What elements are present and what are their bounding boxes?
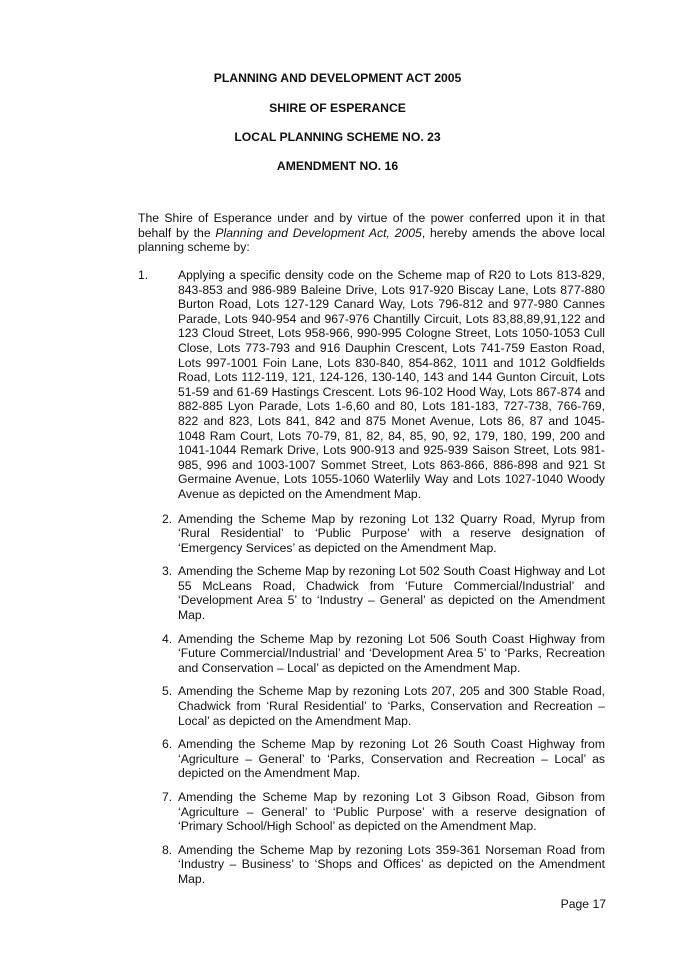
intro-text: The Shire of Esperance under and by virtue of the power conferred upon it in that behalf by the (138, 211, 605, 240)
item-number: 3. (162, 564, 173, 579)
scheme-title: LOCAL PLANNING SCHEME NO. 23 (234, 130, 441, 144)
item-text: Applying a specific density code on the Scheme map of R20 to Lots 813-829, 843-853 and 986-989 Baleine Drive, Lots 917-920 Biscay Lane, Lots 877-880 Burton Road, Lots 127-129 Canard Way, Lots 796-812 and 977-980 Cannes Parade, Lots 940-954 and 967-976 Chantilly Circuit, Lots 83,88,89,91,122 and 123 Cloud Street, Lots 958-966, 990-995 Cologne Street, Lots 1050-1053 Cull Close, Lots 773-793 and 916 Dauphin Crescent, Lots 741-759 Easton Road, Lots 997-1001 Foin Lane, Lots 830-840, 854-862, 1011 and 1012 Goldfields Road, Lots 112-119, 121, 124-126, 130-140, 143 and 144 Gunton Circuit, Lots 51-59 and 61-69 Hastings Crescent. Lots 96-102 Hood Way, Lots 867-874 and 882-885 Lyon Parade, Lots 1-6,60 and 80, Lots 181-183, 727-738, 766-769, 822 and 823, Lots 841, 842 and 875 Monet Avenue, Lots 86, 87 and 1045-1048 Ram Court, Lots 70-79, 81, 82, 84, 85, 90, 92, 179, 180, 199, 200 and 1041-1044 Remark Drive, Lots 900-913 and 925-939 Saison Street, Lots 981-985, 996 and 1003-1007 Sommet Street, Lots 863-866, 886-898 and 921 St Germaine Avenue, Lots 1055-1060 Waterlily Way and Lots 1027-1040 Woody Avenue as depicted on the Amendment Map. (178, 268, 605, 501)
item-number: 8. (162, 842, 173, 857)
item-text: Amending the Scheme Map by rezoning Lots 359-361 Norseman Road from ‘Industry – Business’ to ‘Shops and Offices’ as depicted on the Amendment Map. (178, 842, 605, 886)
item-text: Amending the Scheme Map by rezoning Lot 132 Quarry Road, Myrup from ‘Rural Residential’ to ‘Public Purpose’ with a reserve designation of ‘Emergency Services’ as depicted on the Amendment Map. (178, 511, 605, 555)
page-number: Page 17 (560, 897, 606, 911)
item-number: 5. (162, 684, 173, 699)
item-number: 2. (162, 511, 173, 526)
list-item (138, 268, 605, 502)
amendment-list (138, 268, 605, 896)
item-text: Amending the Scheme Map by rezoning Lot 26 South Coast Highway from ‘Agriculture – General’ to ‘Parks, Conservation and Recreation – Local’ as depicted on the Amendment Map. (178, 737, 605, 781)
list-item (138, 632, 605, 676)
item-text: Amending the Scheme Map by rezoning Lot 502 South Coast Highway and Lot 55 McLeans Road, Chadwick from ‘Future Commercial/Industrial’ and ‘Development Area 5’ to ‘Industry – General’ as depicted on the Amendment Map. (178, 564, 605, 623)
list-item (138, 843, 605, 887)
item-text: Amending the Scheme Map by rezoning Lots 207, 205 and 300 Stable Road, Chadwick from ‘Rural Residential’ to ‘Parks, Conservation and Recreation – Local’ as depicted on the Amendment Map. (178, 684, 605, 728)
item-text: Amending the Scheme Map by rezoning Lot 506 South Coast Highway from ‘Future Commercial/Industrial’ and ‘Development Area 5’ to ‘Parks, Recreation and Conservation – Local’ as depicted on the Amendment Map. (178, 631, 605, 675)
list-item (138, 790, 605, 834)
amendment-title: AMENDMENT NO. 16 (276, 159, 399, 173)
item-number: 4. (162, 631, 173, 646)
list-item (138, 564, 605, 622)
item-text: Amending the Scheme Map by rezoning Lot 3 Gibson Road, Gibson from ‘Agriculture – General’ to ‘Public Purpose’ with a reserve designation of ‘Primary School/High School’ as depicted on the Amendment Map. (178, 790, 605, 834)
list-item (138, 737, 605, 781)
item-number: 1. (138, 268, 149, 282)
list-item (138, 684, 605, 728)
act-title: PLANNING AND DEVELOPMENT ACT 2005 (213, 71, 462, 85)
intro-text-end: , hereby amends the above local planning scheme by: (138, 225, 605, 255)
list-item (138, 512, 605, 556)
act-name-italic: Planning and Development Act, 2005 (215, 225, 422, 240)
shire-title: SHIRE OF ESPERANCE (269, 101, 406, 115)
item-number: 6. (162, 737, 173, 752)
item-number: 7. (162, 790, 173, 804)
intro-paragraph (138, 211, 605, 255)
